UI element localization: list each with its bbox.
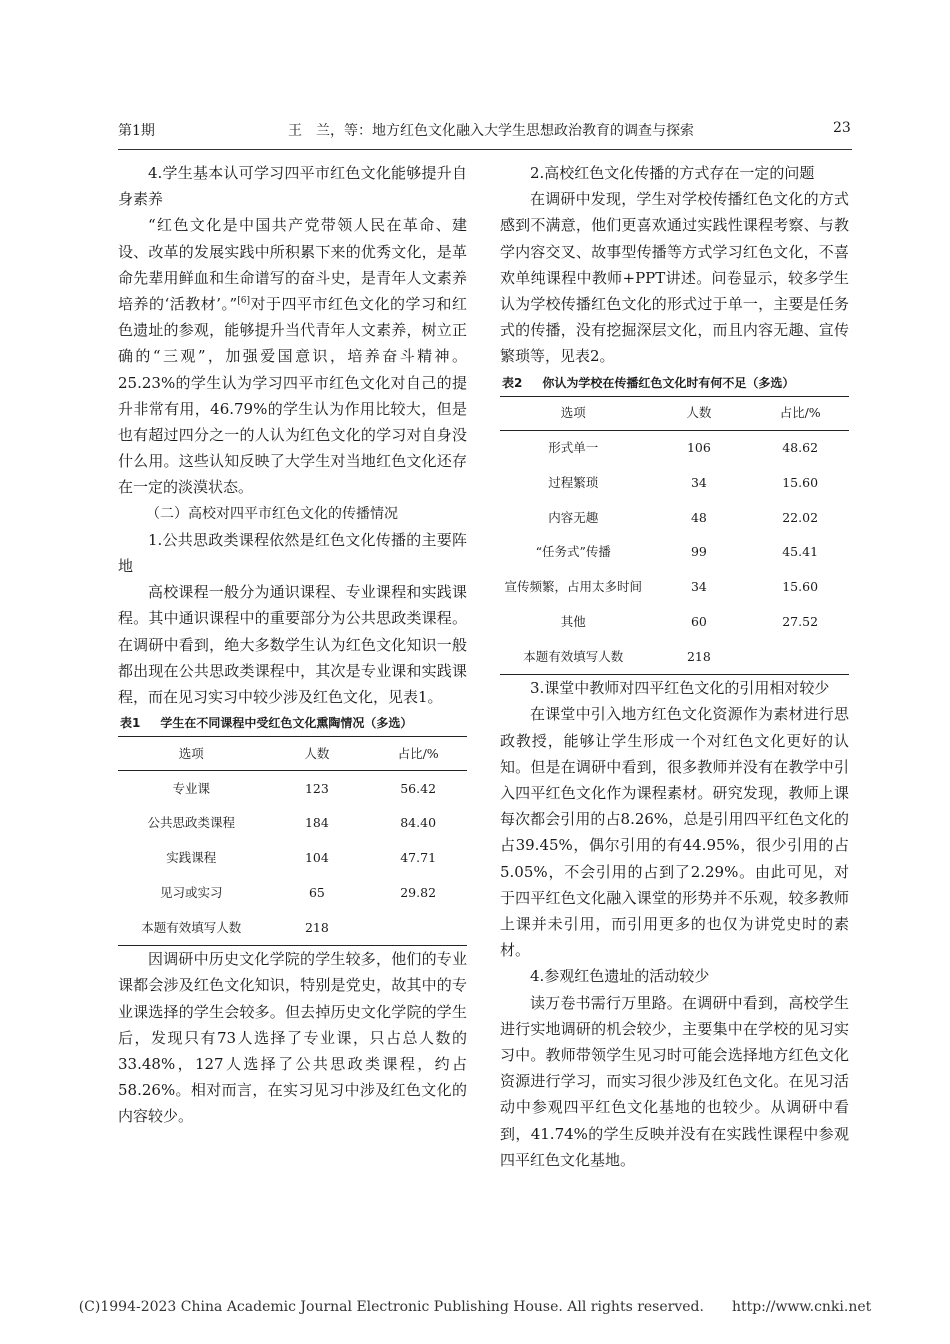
table-cell: 48.62 xyxy=(782,439,819,455)
table-cell: “任务式”传播 xyxy=(535,544,611,560)
table-cell xyxy=(369,910,467,945)
table-cell: 公共思政类课程 xyxy=(147,815,236,831)
table-cell: 27.52 xyxy=(782,613,819,629)
table-row xyxy=(500,570,849,605)
left-column xyxy=(118,160,467,1130)
table-cell: 34 xyxy=(690,579,707,595)
table-cell: 宣传频繁，占用太多时间 xyxy=(504,579,643,595)
header-title: 王 兰，等：地方红色文化融入大学生思想政治教育的调查与探索 xyxy=(288,123,694,139)
page-number: 23 xyxy=(833,120,851,136)
table-header-row xyxy=(500,396,849,430)
column-header: 选项 xyxy=(118,737,265,771)
copyright-footer: (C)1994-2023 China Academic Journal Electronic Publishing House. All rights reserved. http://www.cnki.net xyxy=(78,1299,872,1315)
subheading: 4.参观红色遗址的活动较少 xyxy=(530,967,710,986)
header-issue: 第1期 xyxy=(118,123,155,139)
table-cell: 106 xyxy=(686,439,711,455)
table-row xyxy=(500,500,849,535)
citation-ref: [6] xyxy=(237,296,250,307)
table-label: 表1 xyxy=(120,716,141,731)
table-cell: 本题有效填写人数 xyxy=(141,919,242,935)
table-row xyxy=(500,465,849,500)
table-cell: 29.82 xyxy=(400,884,437,900)
table-row xyxy=(118,771,467,806)
table-cell: 其他 xyxy=(560,613,586,629)
paragraph: 高校课程一般分为通识课程、专业课程和实践课程。其中通识课程中的重要部分为公共思政类课程。在调研中看到，绝大多数学生认为红色文化知识一般都出现在公共思政类课程中，其次是专业课和实践课程，而在见习实习中较少涉及红色文化，见表1。 xyxy=(118,583,467,707)
table-caption xyxy=(502,374,849,392)
column-header: 人数 xyxy=(265,737,370,771)
table-cell: 56.42 xyxy=(400,780,437,796)
table-cell: 48 xyxy=(690,509,707,525)
table-cell: 34 xyxy=(690,474,707,490)
table-cell: 60 xyxy=(690,613,707,629)
table-cell: 15.60 xyxy=(782,579,819,595)
table-cell: 218 xyxy=(304,919,329,935)
column-header: 占比/% xyxy=(369,737,467,771)
data-table xyxy=(118,736,467,946)
quote-text: “红色文化是中国共产党带领人民在革命、建设、改革的发展实践中所积累下来的优秀文化，是革命先辈用鲜血和生命谱写的奋斗史，是青年人文素养培养的‘活教材’。” xyxy=(118,216,467,314)
table-cell: 99 xyxy=(690,544,707,560)
table-row xyxy=(118,910,467,945)
table-title: 学生在不同课程中受红色文化熏陶情况（多选） xyxy=(160,716,413,731)
subheading: 4.学生基本认可学习四平市红色文化能够提升自身素养 xyxy=(118,164,467,209)
column-header: 占比/% xyxy=(751,396,849,430)
subheading: 2.高校红色文化传播的方式存在一定的问题 xyxy=(530,164,815,182)
table-title: 你认为学校在传播红色文化时有何不足（多选） xyxy=(542,375,795,390)
header-rule xyxy=(118,149,852,150)
paragraph: 在调研中发现，学生对学校传播红色文化的方式感到不满意，他们更喜欢通过实践性课程考察、与教学内容交叉、故事型传播等方式学习红色文化，不喜欢单纯课程中教师+PPT讲述。问卷显示，较多学生认为学校传播红色文化的形式过于单一，主要是任务式的传播，没有挖掘深层文化，而且内容无趣、宣传繁琐等，见表2。 xyxy=(500,190,849,366)
table-cell xyxy=(751,639,849,674)
table-label: 表2 xyxy=(502,375,523,390)
table-cell: 专业课 xyxy=(172,780,211,796)
table-cell: 47.71 xyxy=(400,850,437,866)
table-row xyxy=(500,605,849,640)
subheading: 1.公共思政类课程依然是红色文化传播的主要阵地 xyxy=(118,530,467,576)
table-cell: 见习或实习 xyxy=(160,884,223,900)
subheading: 3.课堂中教师对四平红色文化的引用相对较少 xyxy=(530,679,830,698)
table-cell: 内容无趣 xyxy=(548,509,599,525)
table-cell: 实践课程 xyxy=(166,850,217,866)
paragraph: 在课堂中引入地方红色文化资源作为素材进行思政教授，能够让学生形成一个对红色文化更好的认知。但是在调研中看到，很多教师并没有在教学中引入四平红色文化作为课程素材。研究发现，教师上课每次都会引用的占8.26%，总是引用四平红色文化的占39.45%，偶尔引用的有44.95%，很少引用的占5.05%，不会引用的占到了2.29%。由此可见，对于四平红色文化融入课堂的形势并不乐观，较多教师上课并未引用，而引用更多的也仅为讲党史时的素材。 xyxy=(500,705,849,960)
section-heading: （二）高校对四平市红色文化的传播情况 xyxy=(146,505,398,522)
table-cell: 218 xyxy=(686,648,711,664)
paragraph xyxy=(118,212,467,500)
table-cell: 形式单一 xyxy=(548,439,599,455)
column-header: 选项 xyxy=(500,396,647,430)
table-row xyxy=(500,639,849,674)
data-table xyxy=(500,396,849,676)
table-row xyxy=(118,841,467,876)
table-caption xyxy=(120,714,467,732)
table-cell: 65 xyxy=(308,884,325,900)
table-row xyxy=(118,806,467,841)
right-column xyxy=(500,160,849,1173)
table-cell: 过程繁琐 xyxy=(548,474,599,490)
table-cell: 123 xyxy=(304,780,329,796)
table-cell: 184 xyxy=(304,815,329,831)
paragraph: 读万卷书需行万里路。在调研中看到，高校学生进行实地调研的机会较少，主要集中在学校的见习实习中。教师带领学生见习时可能会选择地方红色文化资源进行学习，而实习很少涉及红色文化。在见习活动中参观四平红色文化基地的也较少。从调研中看到，41.74%的学生反映并没有在实践性课程中参观四平红色文化基地。 xyxy=(500,993,849,1169)
table-cell: 本题有效填写人数 xyxy=(523,648,624,664)
table-cell: 45.41 xyxy=(782,544,819,560)
table-row xyxy=(500,430,849,465)
table-cell: 84.40 xyxy=(400,815,437,831)
table-cell: 15.60 xyxy=(782,474,819,490)
column-header: 人数 xyxy=(647,396,752,430)
paragraph: 因调研中历史文化学院的学生较多，他们的专业课都会涉及红色文化知识，特别是党史，故其中的专业课选择的学生会较多。但去掉历史文化学院的学生后，发现只有73人选择了专业课，只占总人数的33.48%，127人选择了公共思政类课程，约占58.26%。相对而言，在实习见习中涉及红色文化的内容较少。 xyxy=(118,950,467,1126)
table-cell: 104 xyxy=(304,850,329,866)
table-row xyxy=(118,876,467,911)
table-header-row xyxy=(118,737,467,771)
paragraph-text: 对于四平市红色文化的学习和红色遗址的参观，能够提升当代青年人文素养，树立正确的“三观”，加强爱国意识，培养奋斗精神。25.23%的学生认为学习四平市红色文化对自己的提升非常有用，46.79%的学生认为作用比较大，但是也有超过四分之一的人认为红色文化的学习对自身没什么用。这些认知反映了大学生对当地红色文化还存在一定的淡漠状态。 xyxy=(118,295,467,497)
table-row xyxy=(500,535,849,570)
table-cell: 22.02 xyxy=(782,509,819,525)
